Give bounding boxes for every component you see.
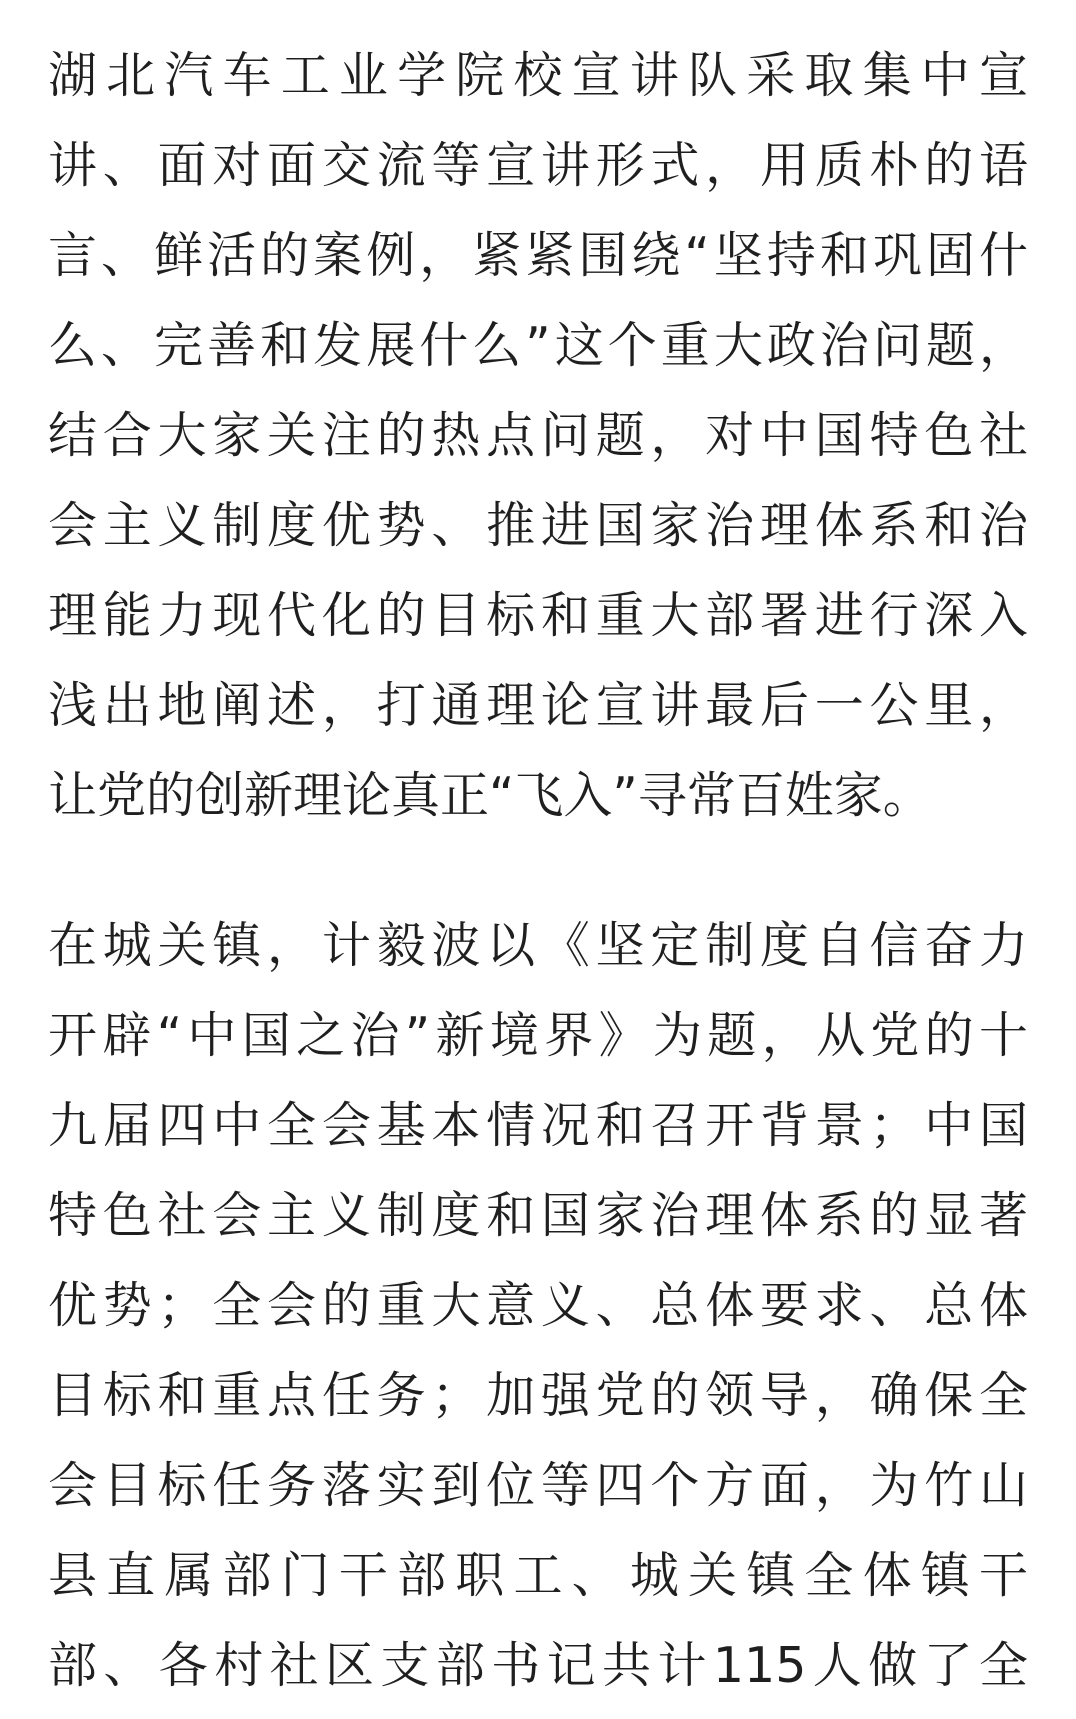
paragraph-line: 会主义制度优势、推进国家治理体系和治 xyxy=(48,497,1028,554)
paragraph-line: 湖北汽车工业学院校宣讲队采取集中宣 xyxy=(48,47,1028,104)
paragraph-line: 讲、面对面交流等宣讲形式，用质朴的语 xyxy=(48,137,1028,194)
paragraph-line: 么、完善和发展什么”这个重大政治问题， xyxy=(48,317,1028,374)
paragraph-line: 优势；全会的重大意义、总体要求、总体 xyxy=(48,1277,1028,1334)
paragraph-line: 开辟“中国之治”新境界》为题，从党的十 xyxy=(48,1007,1028,1064)
paragraph-line: 在城关镇，计毅波以《坚定制度自信奋力 xyxy=(48,917,1028,974)
paragraph-line: 目标和重点任务；加强党的领导，确保全 xyxy=(48,1367,1028,1424)
paragraph-line: 九届四中全会基本情况和召开背景；中国 xyxy=(48,1097,1028,1154)
paragraph-line: 结合大家关注的热点问题，对中国特色社 xyxy=(48,407,1028,464)
paragraph-line: 特色社会主义制度和国家治理体系的显著 xyxy=(48,1187,1028,1244)
paragraph-line: 理能力现代化的目标和重大部署进行深入 xyxy=(48,587,1028,644)
paragraph-line: 部、各村社区支部书记共计115人做了全 xyxy=(48,1637,1028,1694)
paragraph-line: 会目标任务落实到位等四个方面，为竹山 xyxy=(48,1457,1028,1514)
paragraph-line: 言、鲜活的案例，紧紧围绕“坚持和巩固什 xyxy=(48,227,1028,284)
paragraph-line: 让党的创新理论真正“飞入”寻常百姓家。 xyxy=(48,767,932,824)
paragraph-line: 浅出地阐述，打通理论宣讲最后一公里， xyxy=(48,677,1028,734)
paragraph-line: 县直属部门干部职工、城关镇全体镇干 xyxy=(48,1547,1028,1604)
